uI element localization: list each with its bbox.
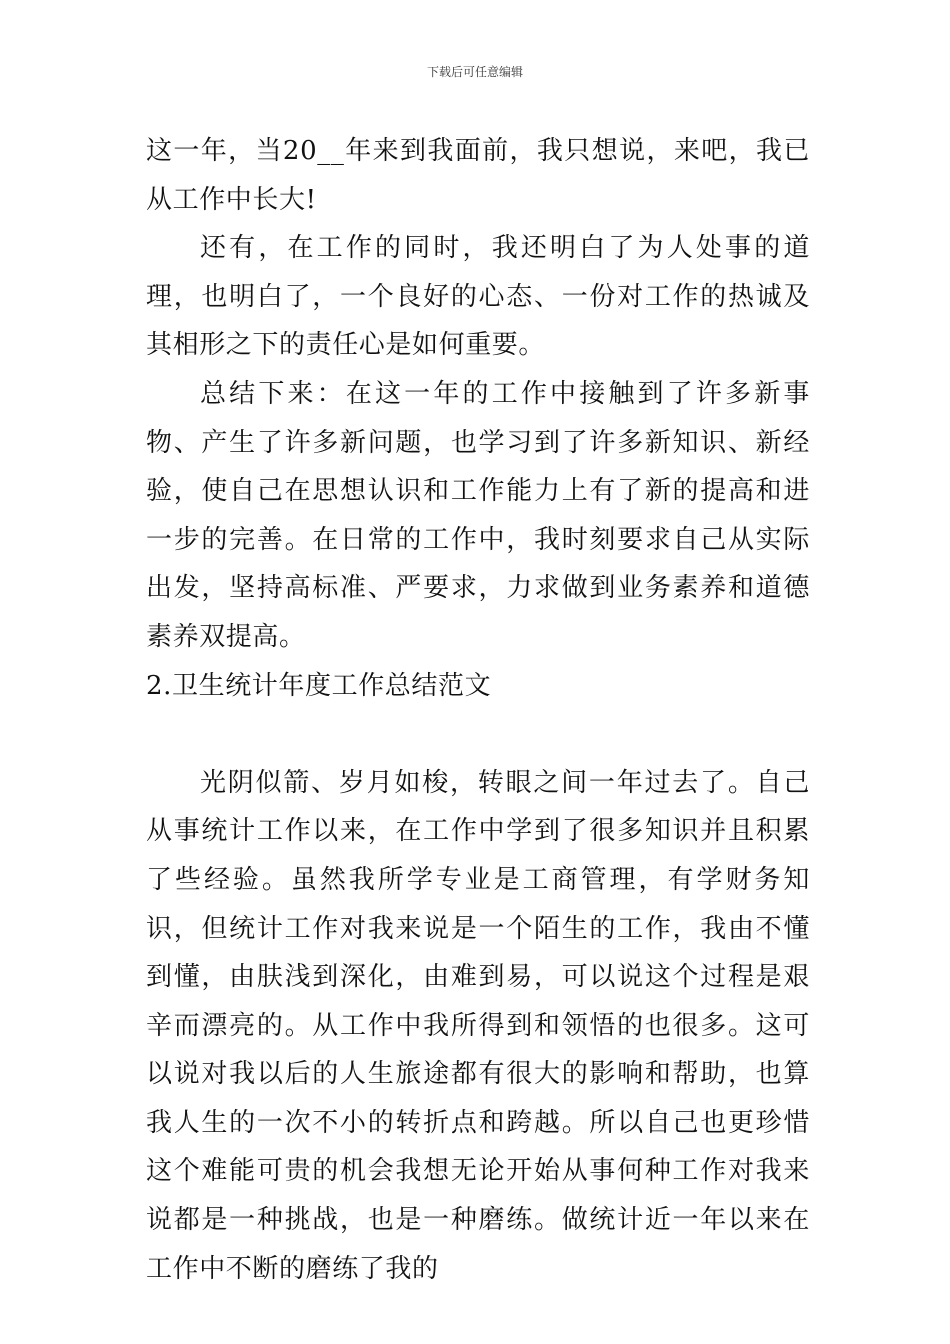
paragraph-work-attitude: 还有，在工作的同时，我还明白了为人处事的道理，也明白了，一个良好的心态、一份对工作的热诚及其相形之下的责任心是如何重要。 [146,233,810,361]
paragraph-statistics-work: 光阴似箭、岁月如梭，转眼之间一年过去了。自己从事统计工作以来，在工作中学到了很多知识并且积累了些经验。虽然我所学专业是工商管理，有学财务知识，但统计工作对我来说是一个陌生的工作，我由不懂到懂，由肤浅到深化，由难到易，可以说这个过程是艰辛而漂亮的。从工作中我所得到和领悟的也很多。这可以说对我以后的人生旅途都有很大的影响和帮助，也算我人生的一次不小的转折点和跨越。所以自己也更珍惜这个难能可贵的机会我想无论开始从事何种工作对我来说都是一种挑战，也是一种磨练。做统计近一年以来在工作中不断的磨练了我的 [146,767,810,1284]
section-heading: 2.卫生统计年度工作总结范文 [146,670,492,701]
page-header: 下载后可任意编辑 [426,65,523,79]
document-body [146,127,810,1293]
blank-line [146,710,810,759]
paragraph-continuation: 这一年，当20__年来到我面前，我只想说，来吧，我已从工作中长大! [146,136,810,215]
paragraph-summary: 总结下来：在这一年的工作中接触到了许多新事物、产生了许多新问题，也学习到了许多新知识、新经验，使自己在思想认识和工作能力上有了新的提高和进一步的完善。在日常的工作中，我时刻要求自己从实际出发，坚持高标准、严要求，力求做到业务素养和道德素养双提高。 [146,378,810,652]
